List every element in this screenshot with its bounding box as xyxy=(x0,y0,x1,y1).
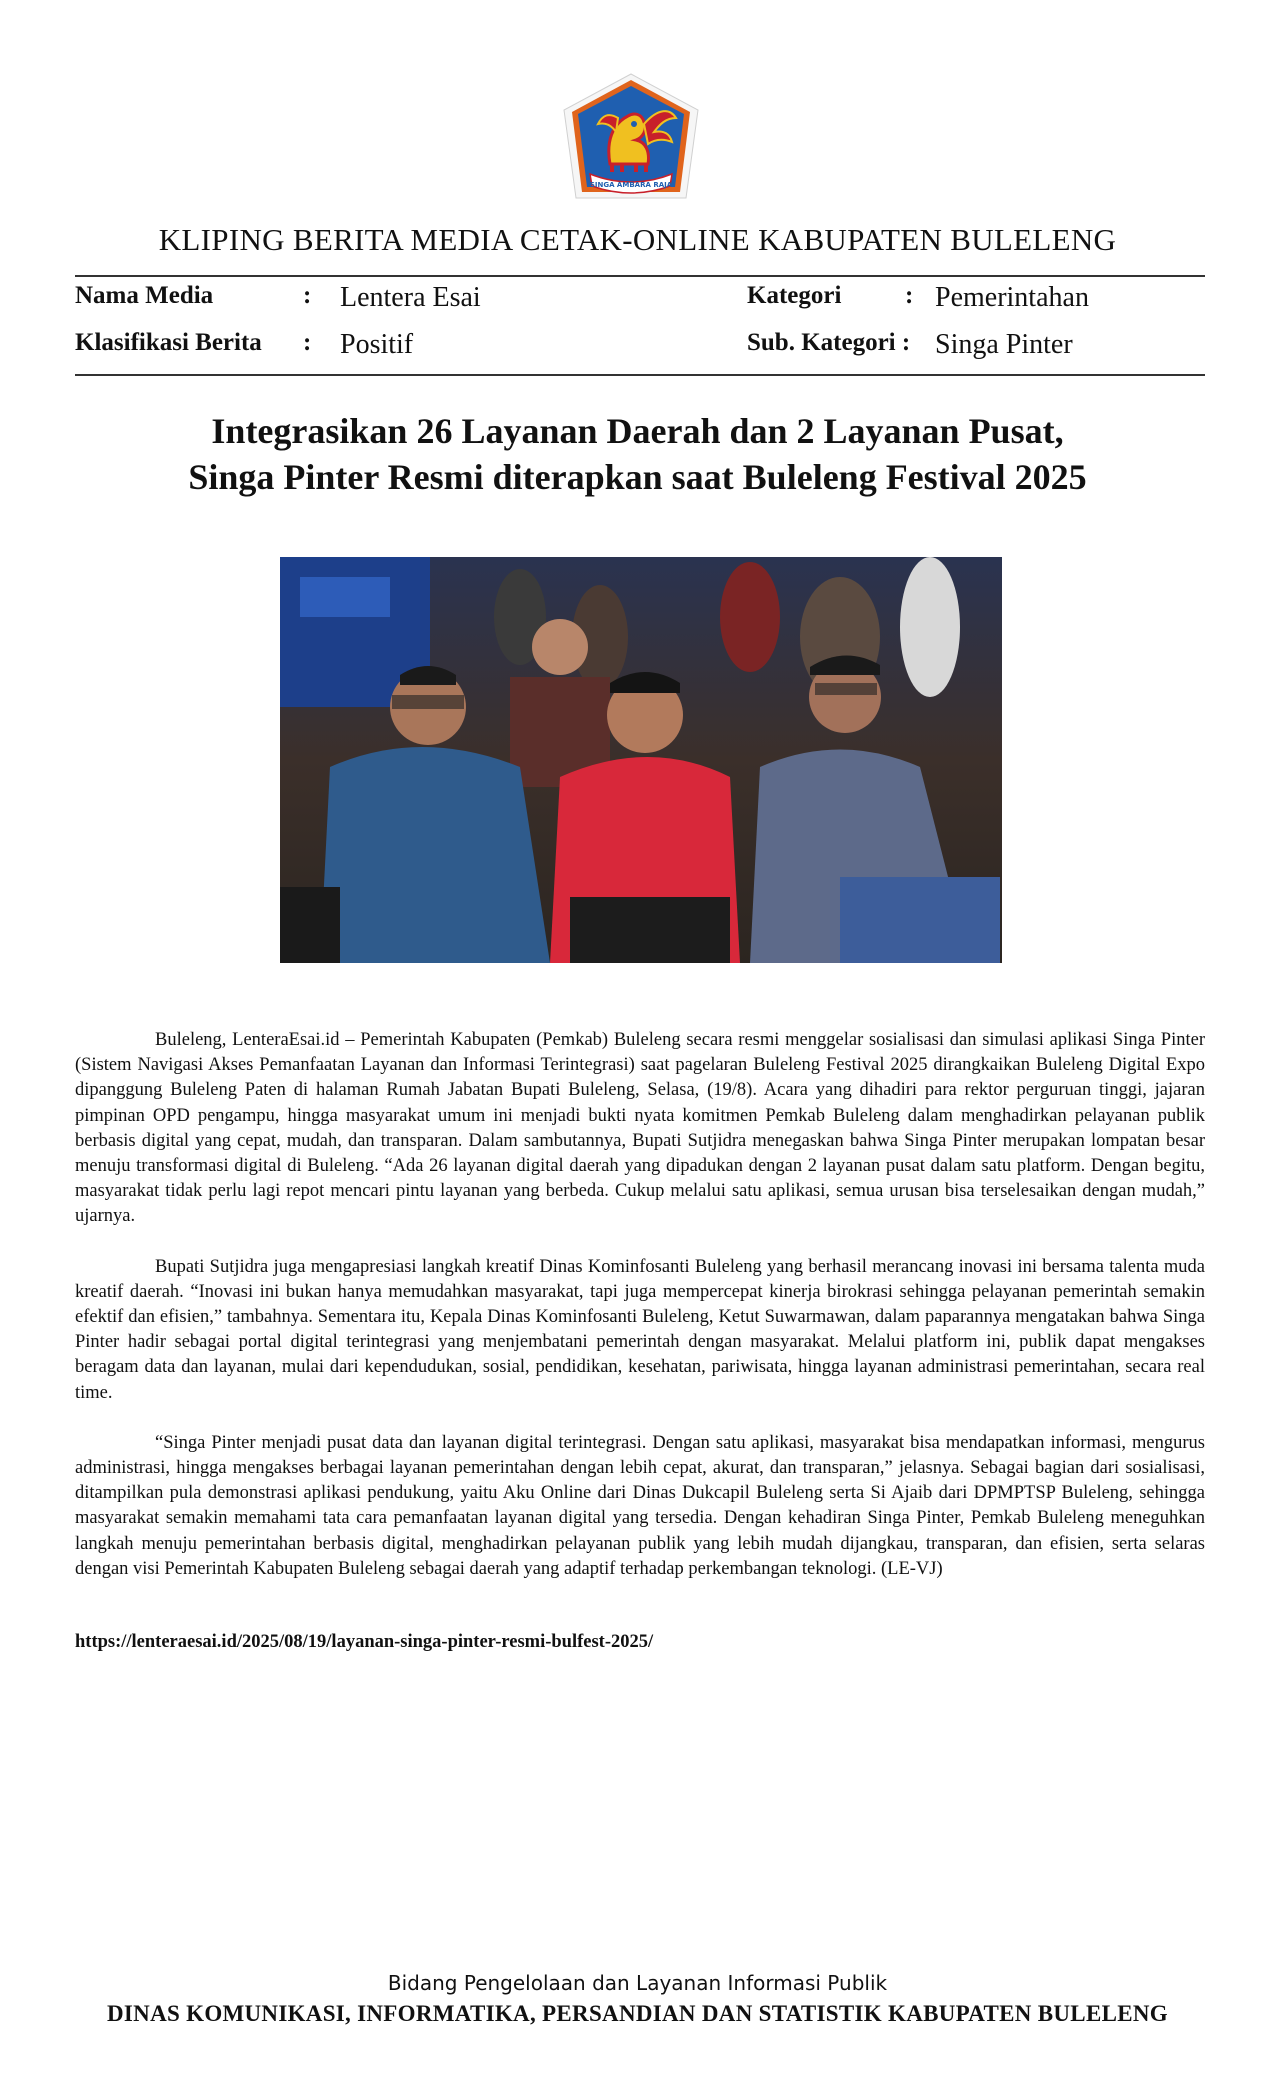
subcategory-value: Singa Pinter xyxy=(935,329,1073,360)
headline-line-1: Integrasikan 26 Layanan Daerah dan 2 Layanan Pusat, xyxy=(211,411,1064,451)
article-photo xyxy=(280,557,1002,963)
article-body xyxy=(75,1028,1205,1607)
media-colon: : xyxy=(303,282,312,309)
classification-value: Positif xyxy=(340,329,414,360)
article-paragraph: “Singa Pinter menjadi pusat data dan layanan digital terintegrasi. Dengan satu aplikasi, masyarakat bisa mendapatkan informasi, mengurus administrasi, hingga mengakses berbagai layanan pemerintahan dengan lebih cepat, akurat, dan transparan,” jelasnya. Sebagai bagian dari sosialisasi, ditampilkan pula demonstrasi aplikasi pendukung, yaitu Aku Online dari Dinas Dukcapil Buleleng serta Si Ajaib dari DPMPTSP Buleleng, sehingga masyarakat semakin memahami tata cara pemanfaatan layanan digital yang tersedia. Dengan kehadiran Singa Pinter, Pemkab Buleleng meneguhkan langkah menuju pemerintahan berbasis digital, menghadirkan pelayanan publik yang lebih mudah dijangkau, transparan, dan efisien, serta selaras dengan visi Pemerintah Kabupaten Buleleng sebagai daerah yang adaptif terhadap perkembangan teknologi. (LE-VJ) xyxy=(75,1432,1205,1579)
meta-row-classification xyxy=(75,329,1205,369)
footer-division: Bidang Pengelolaan dan Layanan Informasi Publik xyxy=(387,1971,888,1995)
classification-label: Klasifikasi Berita xyxy=(75,329,262,356)
category-colon: : xyxy=(905,282,914,309)
classification-colon: : xyxy=(303,329,312,356)
media-label: Nama Media xyxy=(75,282,214,309)
header-top-rule xyxy=(75,275,1205,277)
document-header-title: KLIPING BERITA MEDIA CETAK-ONLINE KABUPATEN BULELENG xyxy=(158,222,1117,257)
subcategory-label: Sub. Kategori : xyxy=(747,329,911,356)
event-photo-graphic xyxy=(280,557,1002,963)
article-headline xyxy=(0,408,1275,500)
article-paragraph: Buleleng, LenteraEsai.id – Pemerintah Kabupaten (Pemkab) Buleleng secara resmi menggelar sosialisasi dan simulasi aplikasi Singa Pinter (Sistem Navigasi Akses Pemanfaatan Layanan dan Informasi Terintegrasi) saat pagelaran Buleleng Festival 2025 dirangkaikan Buleleng Digital Expo dipanggung Buleleng Paten di halaman Rumah Jabatan Bupati Buleleng, Selasa, (19/8). Acara yang dihadiri para rektor perguruan tinggi, jajaran pimpinan OPD pengampu, hingga masyarakat umum ini menjadi bukti nyata komitmen Pemkab Buleleng dalam menghadirkan pelayanan publik berbasis digital yang cepat, mudah, dan transparan. Dalam sambutannya, Bupati Sutjidra menegaskan bahwa Singa Pinter merupakan lompatan besar menuju transformasi digital di Buleleng. “Ada 26 layanan digital daerah yang dipadukan dengan 2 layanan pusat dalam satu platform. Dengan begitu, masyarakat tidak perlu lagi repot mencari pintu layanan yang berbeda. Cukup melalui satu aplikasi, semua urusan bisa terselesaikan dengan mudah,” ujarnya. xyxy=(75,1030,1205,1227)
category-value: Pemerintahan xyxy=(935,282,1089,313)
source-url-link[interactable]: https://lenteraesai.id/2025/08/19/layanan-singa-pinter-resmi-bulfest-2025/ xyxy=(75,1632,654,1652)
article-paragraph: Bupati Sutjidra juga mengapresiasi langkah kreatif Dinas Kominfosanti Buleleng yang berhasil merancang inovasi ini bersama talenta muda kreatif daerah. “Inovasi ini bukan hanya memudahkan masyarakat, tapi juga mempercepat kinerja birokrasi sehingga pelayanan pemerintah semakin efektif dan efisien,” tambahnya. Sementara itu, Kepala Dinas Kominfosanti Buleleng, Ketut Suwarmawan, dalam paparannya mengatakan bahwa Singa Pinter hadir sebagai portal digital terintegrasi yang menjembatani pemerintah dengan masyarakat. Melalui platform ini, publik dapat mengakses beragam data dan layanan, mulai dari kependudukan, sosial, pendidikan, kesehatan, pariwisata, hingga layanan administrasi pemerintahan, secara real time. xyxy=(75,1256,1205,1403)
header-bottom-rule xyxy=(75,374,1205,376)
pemkab-buleleng-crest-icon xyxy=(562,72,700,204)
footer-department: DINAS KOMUNIKASI, INFORMATIKA, PERSANDIAN DAN STATISTIK KABUPATEN BULELENG xyxy=(107,2001,1168,2026)
crest-ribbon-text: SINGA AMBARA RAJA xyxy=(589,181,673,189)
meta-row-media xyxy=(75,282,1205,322)
headline-line-2: Singa Pinter Resmi diterapkan saat Buleleng Festival 2025 xyxy=(188,457,1087,497)
media-value: Lentera Esai xyxy=(340,282,481,313)
crest-graphic xyxy=(562,72,700,204)
category-label: Kategori xyxy=(747,282,842,309)
